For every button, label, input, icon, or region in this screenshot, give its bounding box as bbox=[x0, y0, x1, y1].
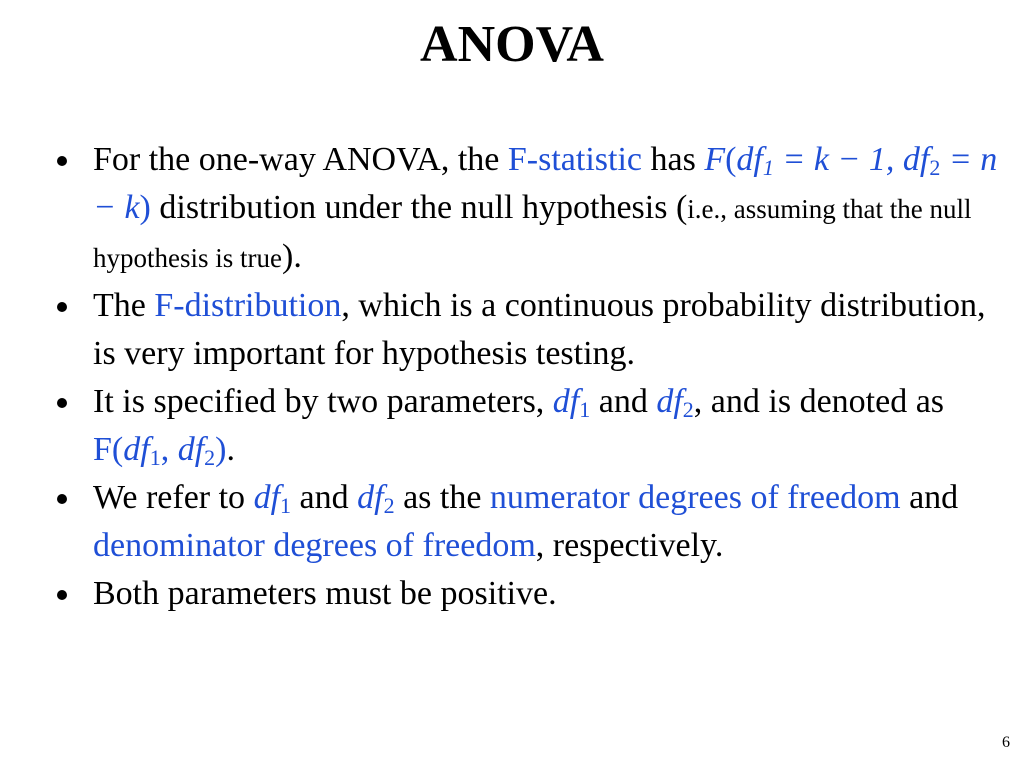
term-denominator-df: denominator degrees of freedom bbox=[93, 527, 536, 564]
text-run: Both parameters must be positive. bbox=[93, 575, 557, 612]
bullet-item-1 bbox=[0, 136, 1024, 282]
bullet-dot-icon bbox=[57, 494, 67, 504]
bullet-item-2 bbox=[0, 282, 1024, 378]
formula-f: F bbox=[704, 141, 726, 178]
bullet-dot-icon bbox=[57, 302, 67, 312]
text-run: It is specified by two parameters, bbox=[93, 383, 553, 420]
symbol-sub-2: 2 bbox=[383, 493, 395, 518]
formula-df: df bbox=[736, 141, 763, 178]
text-run-small: i.e., assuming that the null hypothesis is true bbox=[93, 194, 972, 273]
text-run: For the one-way ANOVA, the bbox=[93, 141, 508, 178]
text-run: as the bbox=[394, 479, 490, 516]
symbol-sub-2: 2 bbox=[204, 445, 216, 470]
formula-text: = k − 1, bbox=[773, 141, 903, 178]
bullet-dot-icon bbox=[57, 398, 67, 408]
symbol-df: df bbox=[253, 479, 281, 516]
symbol-sub-1: 1 bbox=[149, 445, 161, 470]
page-number: 6 bbox=[1002, 734, 1010, 751]
symbol-df: df bbox=[357, 479, 384, 516]
text-run: The bbox=[93, 287, 155, 324]
symbol-sub-2: 2 bbox=[682, 397, 694, 422]
symbol-sub-1: 1 bbox=[280, 493, 292, 518]
text-run: has bbox=[641, 141, 696, 178]
notation-f-open: F( bbox=[93, 431, 124, 468]
bullet-dot-icon bbox=[57, 156, 67, 166]
term-f-distribution: F-distribution bbox=[154, 287, 342, 324]
text-run: and bbox=[291, 479, 358, 516]
bullet-dot-icon bbox=[57, 590, 67, 600]
text-run: , which is a continuous probability distribution, is very important for hypothesis testing. bbox=[93, 287, 986, 372]
formula-sub-2: 2 bbox=[929, 155, 941, 180]
text-run: ). bbox=[282, 238, 302, 275]
bullet-list bbox=[0, 136, 1024, 618]
formula-open-paren: ( bbox=[725, 141, 737, 178]
term-f-statistic: F-statistic bbox=[507, 141, 642, 178]
formula-close-paren: ) bbox=[139, 189, 151, 226]
symbol-sub-1: 1 bbox=[579, 397, 591, 422]
slide-title: ANOVA bbox=[420, 16, 604, 73]
formula-df: df bbox=[902, 141, 930, 178]
notation-comma: , bbox=[160, 431, 178, 468]
symbol-df: df bbox=[656, 383, 683, 420]
bullet-item-3 bbox=[0, 378, 1024, 474]
formula-sub-1: 1 bbox=[762, 155, 774, 180]
bullet-item-4 bbox=[0, 474, 1024, 570]
formula-text: = n − k bbox=[93, 141, 998, 226]
text-run: , and is denoted as bbox=[693, 383, 945, 420]
term-numerator-df: numerator degrees of freedom bbox=[489, 479, 901, 516]
text-run: and bbox=[900, 479, 959, 516]
notation-close: ) bbox=[215, 431, 227, 468]
symbol-df: df bbox=[123, 431, 150, 468]
symbol-df: df bbox=[552, 383, 580, 420]
text-run: distribution under the null hypothesis ( bbox=[150, 189, 688, 226]
bullet-item-5 bbox=[0, 570, 1024, 618]
text-run: We refer to bbox=[93, 479, 254, 516]
text-run: , respectively. bbox=[535, 527, 724, 564]
symbol-df: df bbox=[177, 431, 205, 468]
text-run: . bbox=[226, 431, 235, 468]
text-run: and bbox=[590, 383, 657, 420]
